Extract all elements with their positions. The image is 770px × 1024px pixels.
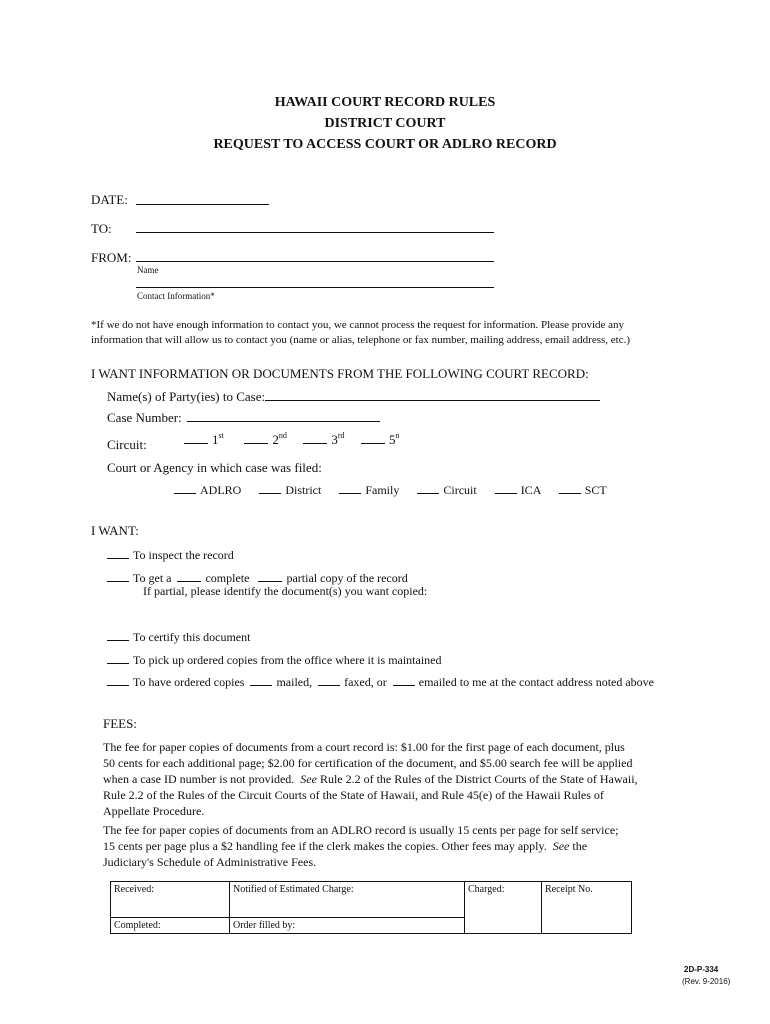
fees-paragraph-2: The fee for paper copies of documents from an ADLRO record is usually 15 cents per page for self service; 15 cents per page plus a $2 handling fee if the clerk makes the copies. Other fees may apply. See the Judiciary's Schedule of Administrative Fees.: [103, 823, 619, 869]
have-ordered-label: To have ordered copies: [133, 675, 245, 689]
fees-heading: FEES:: [103, 716, 137, 731]
circuit-option-3[interactable]: 3rd: [303, 432, 344, 447]
complete-blank[interactable]: [177, 570, 201, 582]
order-filled-cell[interactable]: Order filled by:: [230, 918, 465, 934]
want-certify[interactable]: [107, 629, 250, 645]
agency-option-adlro[interactable]: ADLRO: [174, 483, 241, 497]
partial-label: partial copy of the record: [286, 571, 408, 585]
want-delivery[interactable]: [107, 674, 654, 690]
partial-note: If partial, please identify the document(s) you want copied:: [143, 584, 428, 598]
faxed-label: faxed, or: [344, 675, 387, 689]
want-pickup-label: To pick up ordered copies from the office where it is maintained: [133, 653, 442, 667]
form-revision: (Rev. 9-2016): [682, 977, 731, 986]
contact-info-line[interactable]: [136, 287, 494, 288]
complete-label: complete: [205, 571, 250, 585]
want-pickup[interactable]: [107, 652, 442, 668]
office-use-table: [110, 881, 632, 934]
agency-option-ica[interactable]: ICA: [495, 483, 541, 497]
contact-note: *If we do not have enough information to contact you, we cannot process the request for information. Please provide any information that will allow us to contact you (name or alias, telephone or fax number, mailing address, email address, etc.): [91, 319, 631, 346]
partial-blank[interactable]: [258, 570, 282, 582]
date-line[interactable]: [136, 204, 269, 205]
mailed-label: mailed,: [276, 675, 313, 689]
circuit-label: Circuit:: [107, 437, 147, 452]
receipt-cell[interactable]: Receipt No.: [542, 882, 632, 934]
emailed-blank[interactable]: [393, 674, 415, 686]
agency-label: Court or Agency in which case was filed:: [107, 460, 322, 475]
completed-cell[interactable]: Completed:: [111, 918, 230, 934]
notified-cell[interactable]: Notified of Estimated Charge:: [230, 882, 465, 918]
form-title-line2: DISTRICT COURT: [324, 116, 446, 131]
want-certify-label: To certify this document: [133, 630, 251, 644]
form-title-line1: HAWAII COURT RECORD RULES: [274, 95, 496, 110]
agency-option-district[interactable]: District: [259, 483, 321, 497]
case-number-line[interactable]: [187, 421, 380, 422]
date-label: DATE:: [91, 192, 128, 207]
agency-option-circuit[interactable]: Circuit: [417, 483, 476, 497]
from-name-line[interactable]: [136, 261, 494, 262]
contact-caption: Contact Information*: [137, 291, 215, 301]
circuit-options: [184, 432, 400, 448]
mailed-blank[interactable]: [250, 674, 272, 686]
want-inspect-label: To inspect the record: [133, 548, 234, 562]
form-number: 2D-P-334: [684, 965, 719, 974]
record-section-heading: I WANT INFORMATION OR DOCUMENTS FROM THE FOLLOWING COURT RECORD:: [91, 366, 589, 381]
agency-option-sct[interactable]: SCT: [559, 483, 607, 497]
want-inspect[interactable]: [107, 547, 234, 563]
circuit-option-2[interactable]: 2nd: [244, 432, 287, 447]
fees-paragraph-1: The fee for paper copies of documents from a court record is: $1.00 for the first page of each document, plus 50 cents for each additional page; $2.00 for certification of the document, and $5.00 search fee will be applied when a case ID number is not provided. See Rule 2.2 of the Rules of the District Courts of the State of Hawaii, Rule 2.2 of the Rules of the Circuit Courts of the State of Hawaii, and Rule 45(e) of the Hawaii Rules of Appellate Procedure.: [103, 740, 638, 818]
case-number-label: Case Number:: [107, 410, 182, 425]
parties-line[interactable]: [265, 400, 600, 401]
circuit-option-1[interactable]: 1st: [184, 432, 224, 447]
emailed-label: emailed to me at the contact address noted above: [418, 675, 655, 689]
to-line[interactable]: [136, 232, 494, 233]
faxed-blank[interactable]: [318, 674, 340, 686]
want-copy-label: To get a: [133, 571, 172, 585]
charged-cell[interactable]: Charged:: [465, 882, 542, 934]
to-label: TO:: [91, 221, 112, 236]
want-section-heading: I WANT:: [91, 523, 139, 538]
name-caption: Name: [137, 265, 159, 275]
agency-options: [174, 482, 607, 498]
parties-label: Name(s) of Party(ies) to Case:: [107, 389, 266, 404]
form-title-line3: REQUEST TO ACCESS COURT OR ADLRO RECORD: [213, 137, 557, 152]
from-label: FROM:: [91, 250, 132, 265]
agency-option-family[interactable]: Family: [339, 483, 399, 497]
received-cell[interactable]: Received:: [111, 882, 230, 918]
circuit-option-5[interactable]: 5$^n$: [361, 432, 400, 447]
